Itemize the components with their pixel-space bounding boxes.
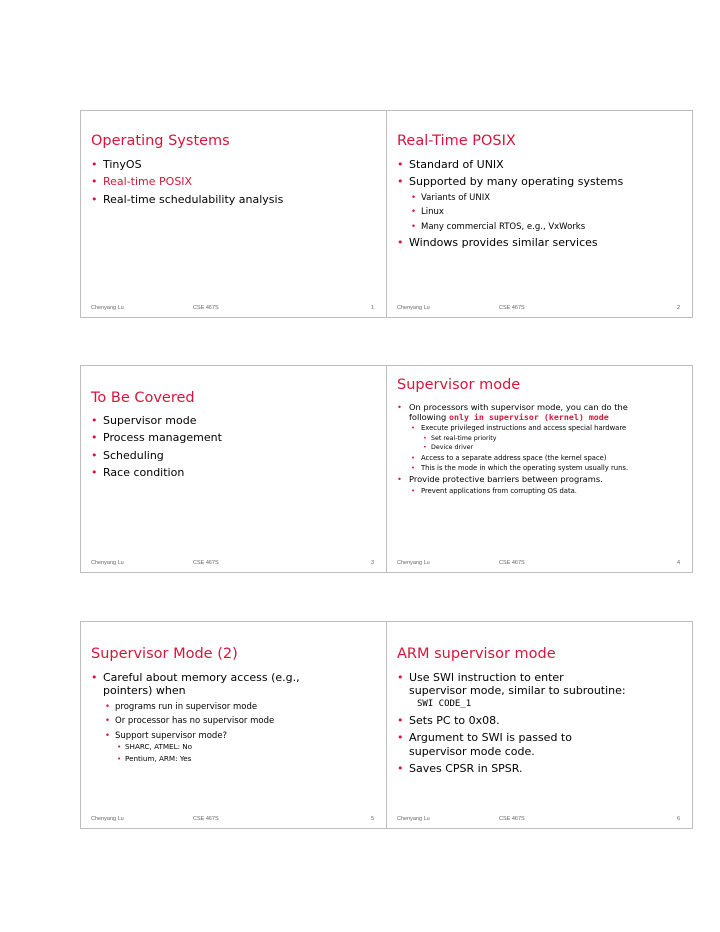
bullet: • Windows provides similar services: [397, 236, 686, 249]
slide-title: Supervisor mode: [397, 377, 521, 393]
slide-1: [80, 110, 387, 318]
slide-5: [80, 621, 387, 829]
footer-author: Chenyang Lu: [91, 560, 124, 566]
bullet: [397, 731, 686, 758]
bullet: • TinyOS: [91, 158, 380, 171]
bullet-text: supervisor mode, similar to subroutine:: [409, 684, 626, 698]
sub-bullet: • Access to a separate address space (the kernel space): [397, 454, 686, 462]
code-line: SWI CODE_1: [417, 698, 472, 709]
bullet: • Sets PC to 0x08.: [397, 714, 686, 727]
footer-course: CSE 467S: [193, 305, 219, 311]
footer-author: Chenyang Lu: [397, 816, 430, 822]
bullet-text: following: [409, 412, 447, 423]
bullet: • Supervisor mode: [91, 414, 380, 427]
bullet-text: Use SWI instruction to enter: [409, 671, 564, 684]
bullet: • Standard of UNIX: [397, 158, 686, 171]
bullet: [397, 671, 686, 698]
bullet: • Process management: [91, 431, 380, 444]
slide-title: Real-Time POSIX: [397, 133, 516, 149]
sub-bullet: • Execute privileged instructions and access special hardware: [397, 424, 686, 432]
bullet: [397, 402, 686, 422]
footer-author: Chenyang Lu: [91, 305, 124, 311]
sub-sub-bullet: • SHARC, ATMEL: No: [91, 743, 380, 752]
footer-course: CSE 467S: [499, 560, 525, 566]
bullet: • Real-time schedulability analysis: [91, 193, 380, 206]
bullet: • Provide protective barriers between programs.: [397, 474, 686, 484]
bullet-text: Careful about memory access (e.g.,: [103, 671, 300, 684]
bullet: • Race condition: [91, 466, 380, 479]
bullet: • Scheduling: [91, 449, 380, 462]
bullet-text: Argument to SWI is passed to: [409, 731, 572, 745]
slide-number: 1: [370, 305, 374, 311]
slide-number: 4: [676, 560, 680, 566]
bullet-text: pointers) when: [103, 684, 186, 698]
footer-author: Chenyang Lu: [397, 305, 430, 311]
slide-title: ARM supervisor mode: [397, 646, 556, 662]
slide-title: Supervisor Mode (2): [91, 646, 238, 662]
slide-number: 5: [370, 816, 374, 822]
bullet: • Saves CPSR in SPSR.: [397, 762, 686, 775]
bullet: [91, 671, 380, 698]
sub-bullet: • Variants of UNIX: [397, 193, 686, 203]
sub-bullet: • Many commercial RTOS, e.g., VxWorks: [397, 222, 686, 232]
footer-author: Chenyang Lu: [397, 560, 430, 566]
slide-3: [80, 365, 387, 573]
footer-author: Chenyang Lu: [91, 816, 124, 822]
footer-course: CSE 467S: [499, 305, 525, 311]
slide-2: [386, 110, 693, 318]
sub-sub-bullet: • Set real-time priority: [397, 435, 686, 443]
slide-4: [386, 365, 693, 573]
slide-number: 3: [370, 560, 374, 566]
sub-bullet: • Prevent applications from corrupting OS data.: [397, 487, 686, 495]
sub-bullet: • Support supervisor mode?: [91, 731, 380, 741]
sub-bullet: • Or processor has no supervisor mode: [91, 716, 380, 726]
sub-bullet: • Linux: [397, 207, 686, 217]
sub-bullet: • This is the mode in which the operating system usually runs.: [397, 464, 686, 472]
bullet-list: [397, 671, 686, 779]
bullet-list: [91, 414, 380, 484]
slide-title: To Be Covered: [91, 390, 195, 406]
bullet: • Real-time POSIX: [91, 175, 380, 188]
slide-number: 2: [676, 305, 680, 311]
highlight-text: only in supervisor (kernel) mode: [448, 412, 609, 423]
slide-6: [386, 621, 693, 829]
bullet-text: On processors with supervisor mode, you can do the: [409, 402, 628, 412]
sub-sub-bullet: • Device driver: [397, 444, 686, 452]
bullet: • Supported by many operating systems: [397, 175, 686, 188]
footer-course: CSE 467S: [193, 816, 219, 822]
slide-number: 6: [676, 816, 680, 822]
footer-course: CSE 467S: [193, 560, 219, 566]
sub-bullet: • programs run in supervisor mode: [91, 702, 380, 712]
bullet-list: [397, 402, 686, 497]
footer-course: CSE 467S: [499, 816, 525, 822]
sub-sub-bullet: • Pentium, ARM: Yes: [91, 755, 380, 764]
bullet-list: [397, 158, 686, 253]
bullet-list: [91, 158, 380, 210]
slide-title: Operating Systems: [91, 133, 230, 149]
bullet-list: [91, 671, 380, 766]
bullet-text: supervisor mode code.: [409, 744, 535, 758]
